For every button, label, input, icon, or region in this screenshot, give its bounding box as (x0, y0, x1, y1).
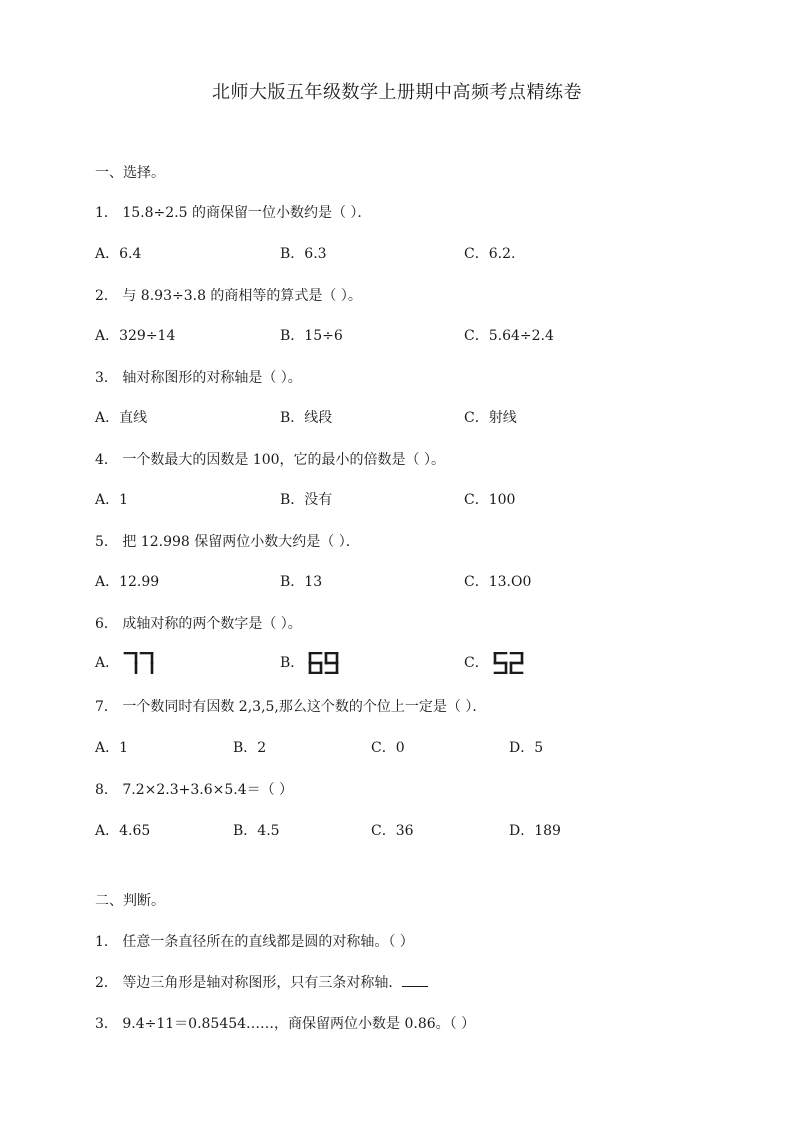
page-title: 北师大版五年级数学上册期中高频考点精练卷 (212, 82, 582, 103)
option-a (95, 652, 155, 674)
section-heading-judge: 二、判断。 (95, 893, 165, 909)
option-a: A．1 (95, 740, 129, 756)
option-b: B．13 (280, 574, 323, 590)
option-b: B．线段 (280, 410, 333, 426)
option-a: A．直线 (95, 410, 148, 426)
option-a: A．4.65 (95, 823, 151, 839)
question-stem: 1． 15.8÷2.5 的商保留一位小数约是（ ）． (95, 205, 372, 221)
seven-segment-digits-69 (308, 652, 340, 674)
question-stem: 6． 成轴对称的两个数字是（ ）。 (95, 616, 302, 632)
option-d: D．189 (509, 823, 561, 839)
question-stem: 1． 任意一条直径所在的直线都是圆的对称轴。（ ） (95, 934, 414, 950)
seven-segment-digits-77 (123, 652, 155, 674)
question-stem-with-blank (95, 972, 428, 992)
option-a: A．329÷14 (95, 328, 176, 344)
question-stem: 3． 轴对称图形的对称轴是（ ）。 (95, 370, 302, 386)
question-stem: 5． 把 12.998 保留两位小数大约是（ ）． (95, 534, 360, 550)
question-stem: 7． 一个数同时有因数 2,3,5,那么这个数的个位上一定是（ ）． (95, 699, 487, 715)
option-a: A．1 (95, 492, 129, 508)
option-a: A．12.99 (95, 574, 160, 590)
option-b: B．2 (233, 740, 267, 756)
option-c: C．36 (371, 823, 414, 839)
option-a: A．6.4 (95, 246, 142, 262)
section-heading-choice: 一、选择。 (95, 165, 165, 181)
seven-segment-digits-52 (493, 652, 525, 674)
option-d: D．5 (509, 740, 544, 756)
option-c: C．13.O0 (464, 574, 532, 590)
option-c: C．射线 (464, 410, 517, 426)
option-label: A． (95, 655, 120, 671)
option-b: B．没有 (280, 492, 333, 508)
answer-blank[interactable] (402, 974, 428, 987)
option-c: C．100 (464, 492, 516, 508)
question-stem: 8． 7.2×2.3+3.6×5.4＝（ ） (95, 782, 294, 798)
option-b: B．15÷6 (280, 328, 343, 344)
option-c: C．6.2. (464, 246, 516, 262)
option-c (464, 652, 525, 674)
question-stem: 2． 等边三角形是轴对称图形，只有三条对称轴． (95, 975, 403, 991)
option-b: B．4.5 (233, 823, 280, 839)
option-c: C．0 (371, 740, 405, 756)
option-b (280, 652, 340, 674)
option-b: B．6.3 (280, 246, 327, 262)
option-label: B． (280, 655, 305, 671)
question-stem: 4． 一个数最大的因数是 100，它的最小的倍数是（ ）。 (95, 452, 445, 468)
option-c: C．5.64÷2.4 (464, 328, 554, 344)
question-stem: 2． 与 8.93÷3.8 的商相等的算式是（ ）。 (95, 288, 362, 304)
option-label: C． (464, 655, 489, 671)
question-stem: 3． 9.4÷11＝0.85454……，商保留两位小数是 0.86。（ ） (95, 1016, 476, 1032)
